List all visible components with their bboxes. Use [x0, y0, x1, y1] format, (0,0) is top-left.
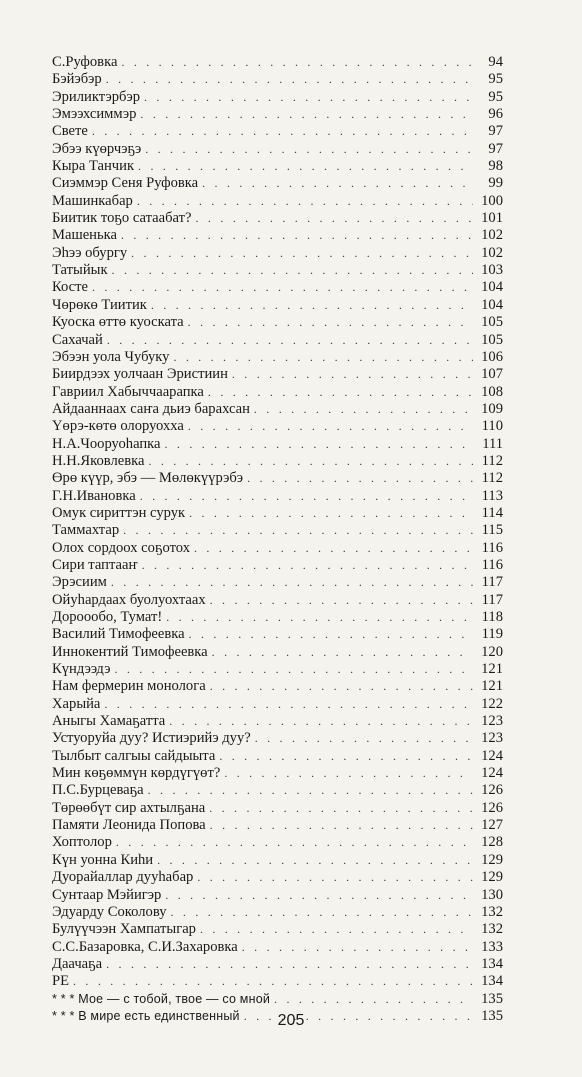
- toc-entry-page: 98: [488, 158, 503, 175]
- toc-leader-dots: [200, 921, 473, 938]
- toc-entry-title: Айдааннаах саҥа дьиэ барахсан: [52, 400, 250, 417]
- toc-entry-title: Эриликтэрбэр: [52, 88, 141, 105]
- toc-entry: [52, 279, 503, 296]
- toc-leader-dots: [210, 817, 473, 834]
- toc-leader-dots: [219, 748, 473, 765]
- toc-entry: [52, 366, 503, 383]
- toc-entry-page: 118: [481, 609, 503, 625]
- toc-entry: [52, 384, 503, 401]
- toc-entry-title: Харыйа: [52, 695, 101, 712]
- toc-leader-dots: [121, 227, 473, 244]
- toc-entry-page: 121: [481, 678, 503, 695]
- toc-entry-title: Таммахтар: [52, 522, 120, 539]
- toc-entry-title: Күндээдэ: [52, 661, 111, 678]
- toc-entry-title: Кыра Танчик: [52, 158, 135, 175]
- toc-entry: [52, 332, 503, 349]
- toc-entry-title: Үөрэ-көтө олоруохха: [52, 418, 184, 435]
- toc-entry-page: 104: [481, 279, 503, 296]
- toc-entry-page: 129: [481, 869, 503, 886]
- toc-leader-dots: [104, 696, 473, 713]
- toc-entry-title: Эбээн уола Чубуку: [52, 348, 170, 365]
- toc-entry: [52, 401, 503, 418]
- toc-entry-page: 95: [488, 71, 503, 88]
- toc-entry: [52, 956, 503, 973]
- toc-entry-title: Эһээ обургу: [52, 244, 128, 261]
- toc-entry-title: Свете: [52, 123, 88, 140]
- toc-entry-title: Н.Н.Яковлевка: [52, 452, 145, 469]
- toc-entry-page: 134: [481, 955, 503, 972]
- toc-leader-dots: [232, 366, 473, 383]
- toc-entry-page: 101: [481, 210, 503, 227]
- toc-entry: [52, 210, 503, 227]
- toc-leader-dots: [151, 297, 473, 314]
- toc-entry: [52, 522, 503, 539]
- toc-leader-dots: [157, 852, 473, 869]
- toc-leader-dots: [107, 332, 473, 349]
- toc-entry: [52, 505, 503, 522]
- toc-leader-dots: [189, 626, 473, 643]
- toc-entry: [52, 227, 503, 244]
- toc-leader-dots: [189, 505, 473, 522]
- toc-entry: [52, 661, 503, 678]
- toc-entry-page: 116: [481, 556, 503, 573]
- toc-entry-title: Эмээхсиммэр: [52, 106, 137, 123]
- toc-entry-page: 102: [481, 227, 503, 244]
- toc-entry-title: Памяти Леонида Попова: [52, 817, 206, 834]
- toc-entry: [52, 297, 503, 314]
- toc-leader-dots: [165, 436, 473, 453]
- toc-entry: [52, 488, 503, 505]
- toc-entry-title: Даачаҕа: [52, 955, 103, 972]
- toc-leader-dots: [123, 522, 473, 539]
- toc-entry-title: Сахачай: [52, 331, 103, 348]
- toc-leader-dots: [138, 158, 473, 175]
- toc-entry-page: 117: [481, 574, 503, 591]
- toc-entry-page: 104: [481, 296, 503, 313]
- toc-entry-page: 129: [481, 851, 503, 868]
- toc-entry: [52, 626, 503, 643]
- toc-leader-dots: [131, 245, 473, 262]
- toc-entry-page: 97: [488, 123, 503, 140]
- toc-entry-title: Гавриил Хабыччаарапка: [52, 383, 204, 400]
- toc-entry: [52, 89, 503, 106]
- toc-entry: [52, 141, 503, 158]
- toc-entry-page: 128: [481, 834, 503, 851]
- toc-leader-dots: [209, 800, 473, 817]
- toc-entry-page: 109: [481, 400, 503, 417]
- toc-leader-dots: [148, 453, 473, 470]
- toc-entry-title: Татыйык: [52, 262, 108, 279]
- toc-leader-dots: [254, 401, 473, 418]
- toc-entry: [52, 800, 503, 817]
- toc-entry-title: Г.Н.Ивановка: [52, 487, 136, 504]
- toc-entry: [52, 245, 503, 262]
- toc-entry-title: Василий Тимофеевка: [52, 626, 185, 643]
- toc-entry-page: 126: [481, 799, 503, 816]
- toc-entry: [52, 713, 503, 730]
- toc-entry-page: 123: [481, 713, 503, 730]
- toc-entry: [52, 54, 503, 71]
- toc-entry-title: Дороообо, Тумат!: [52, 609, 163, 625]
- toc-leader-dots: [144, 89, 473, 106]
- toc-entry-title: Төрөөбүт сир ахтылҕана: [52, 799, 206, 816]
- toc-leader-dots: [73, 973, 473, 990]
- toc-entry-title: П.С.Бурцеваҕа: [52, 782, 144, 799]
- toc-entry-title: РЕ: [52, 973, 70, 990]
- toc-entry-page: 97: [488, 140, 503, 157]
- toc-leader-dots: [196, 210, 473, 227]
- toc-entry: [52, 123, 503, 140]
- toc-entry-page: 105: [481, 314, 503, 331]
- toc-entry-title: С.Руфовка: [52, 54, 118, 70]
- toc-entry: [52, 869, 503, 886]
- toc-leader-dots: [171, 904, 473, 921]
- table-of-contents: [52, 54, 503, 1025]
- toc-entry-page: 113: [481, 487, 503, 504]
- toc-leader-dots: [140, 488, 473, 505]
- toc-entry: [52, 817, 503, 834]
- toc-entry-page: 124: [481, 747, 503, 764]
- toc-entry-title: Н.А.Чооруоһапка: [52, 435, 161, 452]
- toc-entry: [52, 973, 503, 990]
- toc-entry-page: 107: [481, 366, 503, 383]
- toc-entry: [52, 730, 503, 747]
- toc-entry: [52, 852, 503, 869]
- toc-entry-page: 105: [481, 331, 503, 348]
- toc-leader-dots: [255, 730, 473, 747]
- toc-entry-title: Бэйэбэр: [52, 71, 102, 88]
- toc-entry-page: 102: [481, 244, 503, 261]
- toc-entry-title: Сири таптааҥ: [52, 556, 138, 573]
- toc-entry-title: Тылбыт салгыы сайдыыта: [52, 747, 216, 764]
- toc-entry-page: 111: [482, 435, 503, 452]
- toc-entry: [52, 314, 503, 331]
- toc-entry-title: Булүүчээн Хампатыгар: [52, 921, 196, 938]
- toc-entry-title: Косте: [52, 279, 88, 296]
- toc-leader-dots: [140, 106, 473, 123]
- toc-leader-dots: [92, 279, 473, 296]
- toc-entry-title: Машинкабар: [52, 192, 133, 209]
- toc-leader-dots: [112, 262, 473, 279]
- toc-entry-page: 99: [488, 175, 503, 192]
- toc-entry-title: Күн уонна Киһи: [52, 851, 154, 868]
- toc-entry: [52, 106, 503, 123]
- toc-leader-dots: [145, 141, 473, 158]
- toc-leader-dots: [173, 349, 473, 366]
- toc-leader-dots: [114, 661, 473, 678]
- toc-entry-page: 106: [481, 348, 503, 365]
- toc-leader-dots: [202, 175, 473, 192]
- toc-entry-title: Иннокентий Тимофеевка: [52, 643, 208, 660]
- toc-entry: [52, 592, 503, 609]
- toc-entry-page: 110: [481, 418, 503, 435]
- toc-entry-page: 116: [481, 539, 503, 556]
- toc-leader-dots: [106, 956, 473, 973]
- toc-entry: [52, 921, 503, 938]
- toc-entry-title: Биитик тоҕо сатаабат?: [52, 210, 192, 227]
- toc-leader-dots: [224, 765, 473, 782]
- toc-leader-dots: [137, 193, 473, 210]
- toc-entry-page: 134: [481, 973, 503, 990]
- toc-leader-dots: [208, 384, 473, 401]
- toc-entry-page: 135: [481, 990, 503, 1007]
- toc-entry: [52, 453, 503, 470]
- toc-leader-dots: [188, 314, 473, 331]
- toc-entry-page: 95: [488, 88, 503, 105]
- toc-entry-title: Куоска өттө куоската: [52, 314, 184, 331]
- toc-entry-title: * * * В мире есть единственный: [52, 1008, 240, 1023]
- toc-entry-title: Дуорайаллар дууһабар: [52, 869, 194, 886]
- toc-entry-page: 127: [481, 817, 503, 834]
- toc-leader-dots: [247, 470, 473, 487]
- toc-entry-page: 115: [481, 522, 503, 539]
- toc-entry-page: 135: [481, 1007, 503, 1024]
- toc-entry: [52, 678, 503, 695]
- toc-entry-page: 123: [481, 730, 503, 747]
- toc-leader-dots: [197, 869, 473, 886]
- toc-entry-title: Устуоруйа дуу? Истиэрийэ дуу?: [52, 730, 251, 747]
- toc-entry-page: 112: [481, 470, 503, 487]
- toc-entry-page: 124: [481, 765, 503, 782]
- toc-leader-dots: [116, 834, 473, 851]
- toc-leader-dots: [111, 574, 473, 591]
- toc-entry-title: Олох сордоох соҕотох: [52, 539, 190, 556]
- toc-entry: [52, 609, 503, 626]
- toc-entry: [52, 696, 503, 713]
- toc-leader-dots: [142, 557, 473, 574]
- toc-entry: [52, 193, 503, 210]
- toc-entry-page: 103: [481, 262, 503, 279]
- toc-entry-title: С.С.Базаровка, С.И.Захаровка: [52, 938, 238, 955]
- toc-entry-page: 132: [481, 903, 503, 920]
- toc-leader-dots: [194, 540, 473, 557]
- toc-entry-title: Аныгы Хамаҕатта: [52, 713, 166, 730]
- toc-leader-dots: [169, 713, 473, 730]
- toc-entry: [52, 349, 503, 366]
- toc-leader-dots: [274, 991, 473, 1008]
- toc-leader-dots: [188, 418, 473, 435]
- toc-leader-dots: [148, 782, 473, 799]
- toc-entry-page: 119: [481, 626, 503, 643]
- toc-entry-title: Машенька: [52, 227, 117, 244]
- toc-entry: [52, 991, 503, 1008]
- toc-entry: [52, 644, 503, 661]
- toc-entry-page: 114: [481, 504, 503, 521]
- toc-leader-dots: [210, 678, 473, 695]
- toc-entry-title: Сунтаар Мэйигэр: [52, 886, 162, 903]
- toc-entry: [52, 470, 503, 487]
- toc-entry: [52, 418, 503, 435]
- toc-leader-dots: [210, 592, 473, 609]
- toc-entry-page: 126: [481, 782, 503, 799]
- toc-entry-title: Омук сириттэн сурук: [52, 504, 186, 521]
- toc-leader-dots: [212, 644, 473, 661]
- toc-entry-title: Эрэсиим: [52, 574, 107, 591]
- toc-entry: [52, 782, 503, 799]
- toc-entry-title: Чөрөкө Тиитик: [52, 296, 147, 313]
- toc-entry-title: Мин көҕөммүн көрдүгүөт?: [52, 765, 221, 782]
- toc-entry: [52, 158, 503, 175]
- toc-entry-title: Нам фермерин монолога: [52, 678, 206, 695]
- toc-entry: [52, 175, 503, 192]
- toc-entry: [52, 540, 503, 557]
- toc-entry: [52, 904, 503, 921]
- toc-entry-title: Сиэммэр Сеня Руфовка: [52, 175, 199, 192]
- toc-entry: [52, 765, 503, 782]
- toc-entry-page: 120: [481, 643, 503, 660]
- toc-entry-page: 133: [481, 938, 503, 955]
- toc-entry: [52, 939, 503, 956]
- toc-entry-page: 122: [481, 695, 503, 712]
- toc-leader-dots: [121, 54, 473, 71]
- toc-entry: [52, 436, 503, 453]
- toc-entry-page: 94: [488, 54, 503, 70]
- toc-entry-page: 108: [481, 383, 503, 400]
- toc-leader-dots: [165, 887, 473, 904]
- toc-entry: [52, 71, 503, 88]
- toc-entry: [52, 262, 503, 279]
- toc-entry-title: * * * Мое — с тобой, твое — со мной: [52, 991, 271, 1006]
- toc-entry-page: 117: [481, 591, 503, 608]
- toc-entry: [52, 834, 503, 851]
- toc-entry-page: 96: [488, 106, 503, 123]
- toc-entry: [52, 887, 503, 904]
- toc-entry-page: 100: [481, 192, 503, 209]
- toc-entry-page: 112: [481, 452, 503, 469]
- toc-entry-title: Хоптолор: [52, 834, 112, 851]
- toc-entry: [52, 748, 503, 765]
- toc-leader-dots: [106, 71, 473, 88]
- toc-entry-title: Өрө күүр, эбэ — Мөлөкүүрэбэ: [52, 470, 244, 487]
- toc-entry-page: 130: [481, 886, 503, 903]
- toc-entry: [52, 574, 503, 591]
- toc-entry-page: 121: [481, 661, 503, 678]
- page-number: 205: [277, 1012, 305, 1029]
- toc-entry-page: 132: [481, 921, 503, 938]
- toc-entry-title: Эбээ күөрчэҕэ: [52, 140, 142, 157]
- toc-entry: [52, 557, 503, 574]
- toc-entry-title: Биирдээх уолчаан Эристиин: [52, 366, 228, 383]
- toc-leader-dots: [92, 123, 473, 140]
- toc-leader-dots: [242, 939, 473, 956]
- toc-entry-title: Ойуһардаах буолуохтаах: [52, 591, 206, 608]
- toc-entry-title: Эдуарду Соколову: [52, 903, 167, 920]
- toc-leader-dots: [166, 609, 473, 626]
